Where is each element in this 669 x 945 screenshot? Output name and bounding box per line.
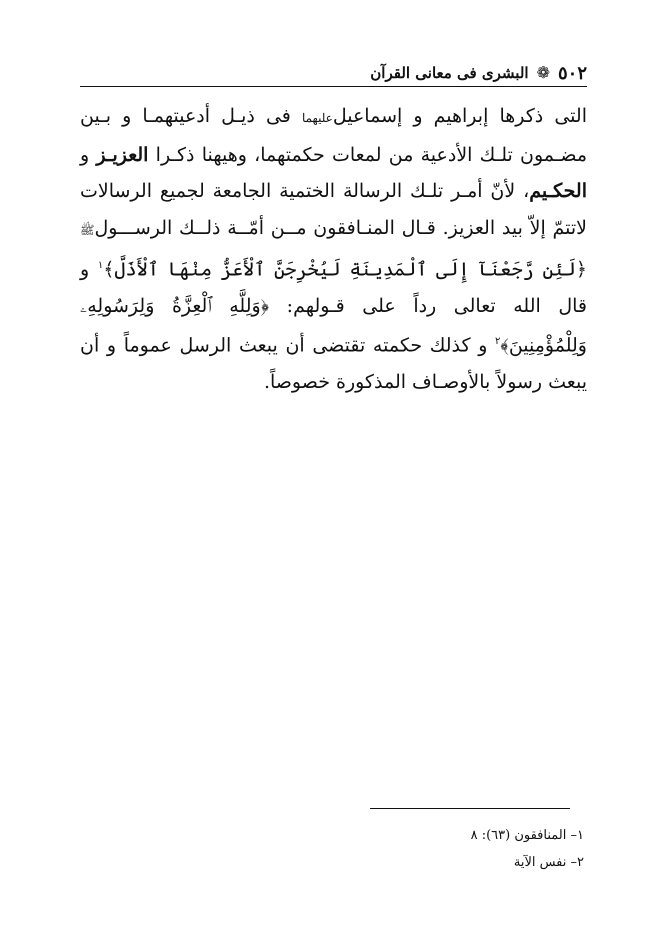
text-run: ، لأنّ أمـر تلـك الرسالة الختمية الجامعة لجميع الرسالات لاتتمّ إلاّ بيد العزيز. قـال المنـافقون مــن أمّــة ذلــك الرســـول — [80, 180, 587, 239]
text-run: و كذلك حكمته تقتضى أن يبعث الرسل عموماً و أن يبعث رسولاً بالأوصـاف المذكورة خصوصاً. — [80, 334, 587, 394]
text-run: و — [80, 143, 97, 166]
footnote-ref[interactable]: ٢ — [495, 336, 501, 348]
footnote-item: ٢– نفس الآية — [513, 855, 584, 870]
quran-verse: ﴿وَلِلَّهِ ٱلْعِزَّةُ وَلِرَسُولِهِۦ وَلِلْمُؤْمِنِينَ﴾ — [80, 294, 587, 357]
text-run: و قال الله تعالى رداً على قـولهم: — [80, 258, 588, 317]
paragraph — [80, 98, 587, 401]
footnote-divider — [370, 808, 570, 809]
text-run: التى ذكرها إبراهيم و إسماعيل — [332, 105, 587, 127]
honorific-symbol: ﻋﻠﻴﻬﻤﺎ — [301, 111, 333, 125]
text-run: فى ذيـل أدعيتهمـا و بـين مضـمون تلـك الأدعية من لمعات حكمتهما، وهيهنا ذكـرا — [80, 105, 587, 166]
honorific-symbol: ﷺ — [80, 222, 95, 237]
footnote-ref[interactable]: ١ — [97, 260, 104, 271]
page-number: ٥٠٢ — [557, 62, 587, 84]
running-header — [80, 60, 587, 87]
book-title: البشرى فى معانى القرآن — [370, 64, 529, 82]
ornament-icon: ❁ — [536, 63, 550, 82]
bold-term-hakim: الحكـيم — [529, 180, 587, 202]
quran-verse: ﴿لَئِن رَّجَعْنَآ إِلَى ٱلْمَدِينَةِ لَيُخْرِجَنَّ ٱلْأَعَزُّ مِنْهَا ٱلْأَذَلَّ﴾ — [103, 258, 588, 281]
bold-term-aziz: العزيـز — [96, 143, 149, 166]
footnotes — [80, 822, 584, 876]
footnote-item: ١– المنافقون (٦٣): ٨ — [470, 828, 584, 843]
main-text — [80, 98, 587, 401]
